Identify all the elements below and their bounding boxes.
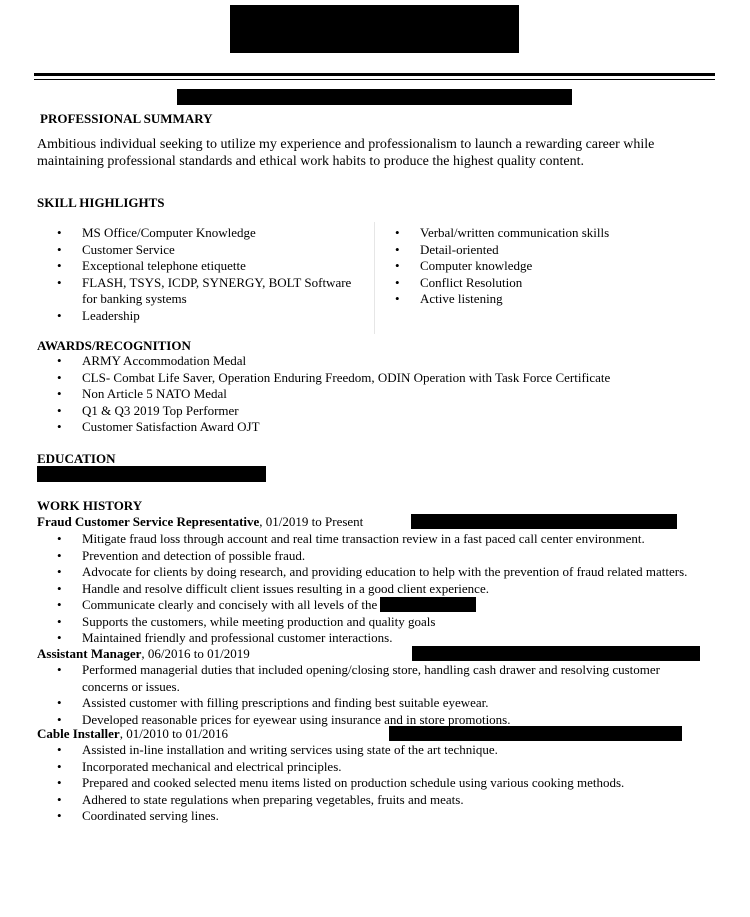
redacted-employer — [389, 726, 682, 741]
list-item: • Maintained friendly and professional customer interactions. — [57, 630, 687, 647]
list-item: • Non Article 5 NATO Medal — [57, 386, 610, 403]
list-item: • Prepared and cooked selected menu items listed on production schedule using various cooking methods. — [57, 775, 624, 792]
list-item: • Assisted in-line installation and writing services using state of the art technique. — [57, 742, 624, 759]
list-item: • Performed managerial duties that included opening/closing store, handling cash drawer and resolving customer — [57, 662, 660, 679]
job-dates: , 01/2010 to 01/2016 — [119, 726, 229, 741]
header-rule-bottom — [34, 79, 715, 80]
bullet-text: Communicate clearly and concisely with all levels of the — [82, 597, 378, 612]
redacted-employer — [411, 514, 677, 529]
job-title: Assistant Manager — [37, 646, 142, 661]
list-item: • FLASH, TSYS, ICDP, SYNERGY, BOLT Software — [57, 275, 351, 292]
job-header — [37, 726, 228, 742]
list-item: • Verbal/written communication skills — [395, 225, 609, 242]
section-title-summary: PROFESSIONAL SUMMARY — [40, 111, 213, 126]
list-item: • Advocate for clients by doing research, and providing education to help with the prevention of fraud related matters. — [57, 564, 687, 581]
awards-list — [57, 353, 610, 436]
continuation-text: for banking systems — [82, 291, 187, 306]
job-title: Fraud Customer Service Representative — [37, 514, 260, 529]
list-item: • Leadership — [57, 308, 351, 325]
list-item: • Adhered to state regulations when preparing vegetables, fruits and meats. — [57, 792, 624, 809]
redacted-company — [380, 597, 476, 612]
list-item: • Coordinated serving lines. — [57, 808, 624, 825]
header-rule-top — [34, 73, 715, 76]
redacted-contact-info — [177, 89, 572, 105]
list-item: • Computer knowledge — [395, 258, 609, 275]
job-bullets — [57, 742, 624, 825]
job-dates: , 06/2016 to 01/2019 — [141, 646, 250, 661]
list-item: • Conflict Resolution — [395, 275, 609, 292]
skills-left-list — [57, 225, 351, 324]
continuation-text: concerns or issues. — [82, 678, 180, 694]
summary-line-1: Ambitious individual seeking to utilize my experience and professionalism to launch a rewarding career while — [37, 137, 655, 152]
job-dates: , 01/2019 to Present — [259, 514, 364, 529]
job-bullets — [57, 531, 687, 647]
list-item: • ARMY Accommodation Medal — [57, 353, 610, 370]
list-item-continuation — [57, 291, 351, 308]
redacted-education — [37, 466, 266, 482]
section-title-work-history: WORK HISTORY — [37, 498, 143, 513]
list-item-continuation — [57, 679, 660, 696]
list-item: • Mitigate fraud loss through account and real time transaction review in a fast paced call center environment. — [57, 531, 687, 548]
redacted-name — [230, 5, 519, 53]
skills-column-divider — [374, 222, 375, 334]
list-item: • Active listening — [395, 291, 609, 308]
section-title-skills: SKILL HIGHLIGHTS — [37, 195, 165, 210]
redacted-employer — [412, 646, 700, 661]
section-title-education: EDUCATION — [37, 451, 116, 466]
list-item: • Handle and resolve difficult client issues resulting in a good client experience. — [57, 581, 687, 598]
job-bullets — [57, 662, 660, 728]
summary-line-2: maintaining professional standards and ethical work habits to produce the highest quality content. — [37, 154, 585, 169]
list-item: • Customer Satisfaction Award OJT — [57, 419, 610, 436]
list-item: • Detail-oriented — [395, 242, 609, 259]
job-header — [37, 646, 250, 662]
list-item: • Supports the customers, while meeting production and quality goals — [57, 614, 687, 631]
list-item: • Q1 & Q3 2019 Top Performer — [57, 403, 610, 420]
list-item: • Assisted customer with filling prescriptions and finding best suitable eyewear. — [57, 695, 660, 712]
list-item: • Developed reasonable prices for eyewear using insurance and in store promotions. — [57, 712, 660, 729]
list-item: • CLS- Combat Life Saver, Operation Enduring Freedom, ODIN Operation with Task Force Certificate — [57, 370, 610, 387]
list-item: • Exceptional telephone etiquette — [57, 258, 351, 275]
skills-right-list — [395, 225, 609, 308]
list-item: • Customer Service — [57, 242, 351, 259]
list-item: • Prevention and detection of possible fraud. — [57, 548, 687, 565]
job-title: Cable Installer — [37, 726, 120, 741]
list-item — [57, 597, 687, 614]
section-title-awards: AWARDS/RECOGNITION — [37, 338, 191, 353]
job-header — [37, 514, 363, 530]
list-item: • MS Office/Computer Knowledge — [57, 225, 351, 242]
list-item: • Incorporated mechanical and electrical principles. — [57, 759, 624, 776]
